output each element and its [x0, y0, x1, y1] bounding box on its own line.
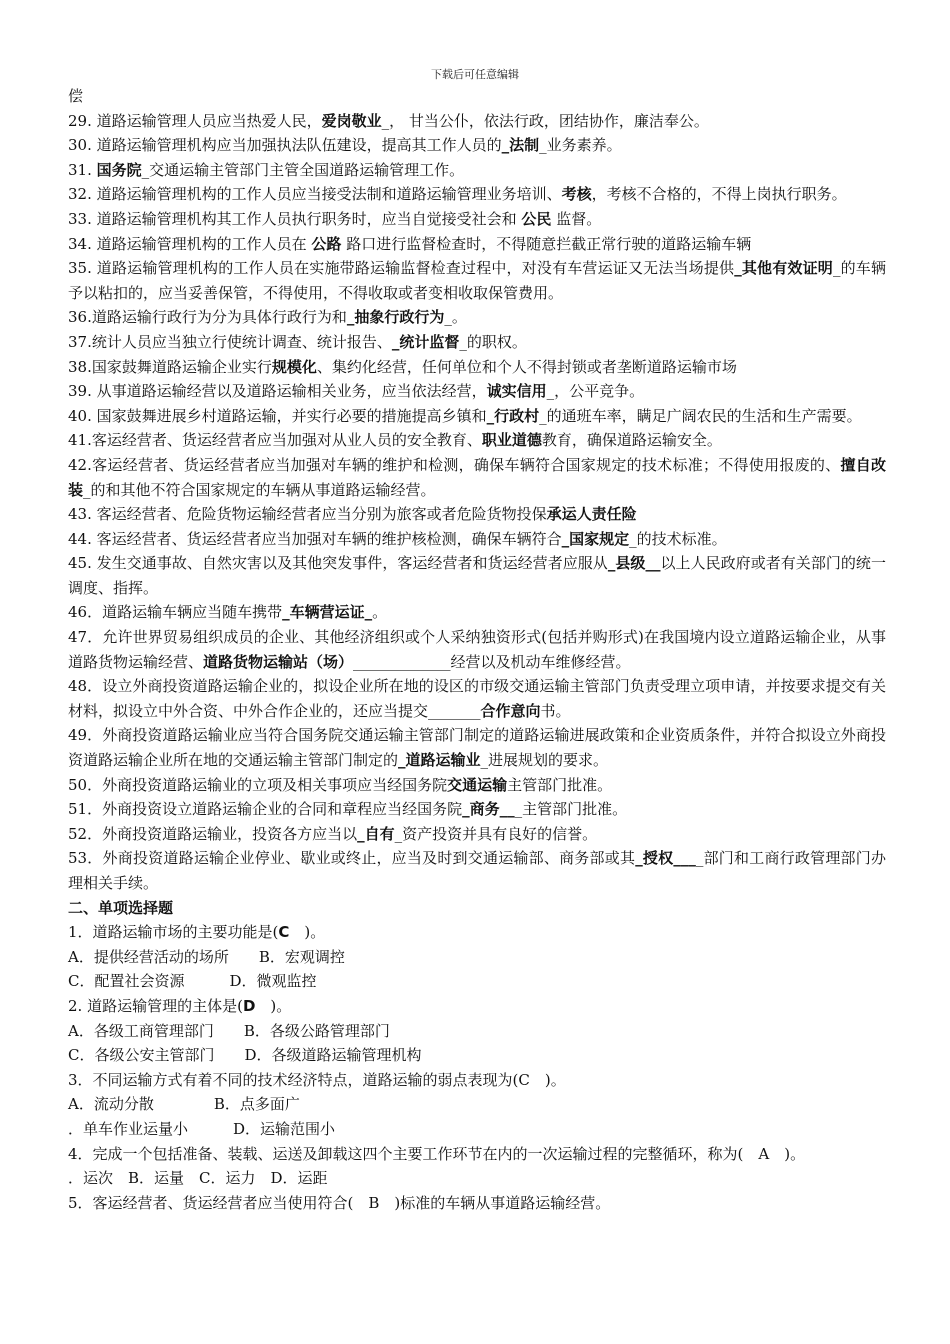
line-text: 48．设立外商投资道路运输企业的，拟设企业所在地的设区的市级交通运输主管部门负责受理立项申请，并按要求提交有关材料，拟设立中外合资、中外合作企业的，还应当提交_______: [68, 677, 886, 720]
line-text: 44. 客运经营者、货运经营者应当加强对车辆的维护核检测，确保车辆符合: [68, 529, 562, 548]
options-line: [68, 969, 886, 994]
line-text: 42.客运经营者、货运经营者应当加强对车辆的维护和检测，确保车辆符合国家规定的技术标准；不得使用报废的、: [68, 455, 841, 474]
line-text: 52．外商投资道路运输业，投资各方应当以: [68, 824, 358, 843]
answer-text: _抽象行政行为: [346, 308, 445, 327]
line-text: 29. 道路运输管理人员应当热爱人民，: [68, 111, 322, 130]
line-text: 35. 道路运输管理机构的工作人员在实施带路运输监督检查过程中，对没有车营运证又无法当场提供: [68, 259, 735, 278]
question-line: [68, 330, 886, 355]
line-text: _的车辆予以粘扣的，应当妥善保管，不得使用，不得收取或者变相收取保管费用。: [68, 259, 886, 302]
question-line: [68, 1068, 886, 1093]
answer-text: _授权___: [635, 849, 696, 868]
answer-text: _道路运输业: [398, 751, 481, 770]
line-text: 5．客运经营者、货运经营者应当使用符合( B )标准的车辆从事道路运输经营。: [68, 1193, 611, 1212]
answer-text: 职业道德: [481, 431, 542, 450]
line-text: 1．道路运输市场的主要功能是(: [68, 923, 279, 942]
line-text: 51．外商投资设立道路运输企业的合同和章程应当经国务院: [68, 800, 463, 819]
line-text: ．运次 B．运量 C．运力 D．运距: [68, 1169, 328, 1188]
answer-text: 合作意向: [480, 701, 541, 720]
line-text: 教育，确保道路运输安全。: [541, 431, 722, 450]
question-line: [68, 305, 886, 330]
section-heading: [68, 896, 886, 921]
answer-text: _商务__: [462, 800, 515, 819]
line-text: 49．外商投资道路运输业应当符合国务院交通运输主管部门制定的道路运输进展政策和企业资质条件，并符合拟设立外商投资道路运输企业所在地的交通运输主管部门制定的: [68, 726, 886, 770]
line-text: 。: [372, 603, 388, 622]
options-line: [68, 1043, 886, 1068]
line-text: 38.国家鼓舞道路运输企业实行: [68, 357, 272, 376]
line-text: 30. 道路运输管理机构应当加强执法队伍建设，提高其工作人员的: [68, 136, 502, 155]
line-text: )。: [289, 923, 326, 942]
line-text: 32. 道路运输管理机构的工作人员应当接受法制和道路运输管理业务培训、: [68, 185, 562, 204]
line-text: )。: [255, 996, 292, 1015]
question-line: [68, 1142, 886, 1167]
answer-text: 道路货物运输站（场）: [203, 652, 354, 671]
question-line: [68, 256, 886, 305]
answer-text: _车辆营运证_: [282, 603, 373, 622]
line-text: 37.统计人员应当独立行使统计调查、统计报告、: [68, 332, 392, 351]
options-line: [68, 1019, 886, 1044]
question-line: [68, 355, 886, 380]
answer-text: _自有: [357, 824, 395, 843]
line-text: A．各级工商管理部门 B．各级公路管理部门: [68, 1021, 390, 1040]
line-text: 2. 道路运输管理的主体是(: [68, 996, 243, 1015]
options-line: [68, 1117, 886, 1142]
line-text: ，考核不合格的，不得上岗执行职务。: [591, 185, 847, 204]
question-line: [68, 551, 886, 600]
line-text: _的技术标准。: [629, 529, 727, 548]
line-text: 53．外商投资道路运输企业停业、歇业或终止，应当及时到交通运输部、商务部或其: [68, 849, 636, 868]
question-line: [68, 674, 886, 723]
options-line: [68, 1166, 886, 1191]
line-text: A．提供经营活动的场所 B．宏观调控: [68, 947, 345, 966]
answer-text: 诚实信用: [486, 382, 547, 401]
options-line: [68, 945, 886, 970]
line-text: 以上人民政府或者有关部门的统一调度、指挥。: [68, 554, 886, 597]
question-line: [68, 822, 886, 847]
question-line: [68, 527, 886, 552]
question-line: [68, 920, 886, 945]
line-text: C．各级公安主管部门 D．各级道路运输管理机构: [68, 1046, 422, 1065]
answer-text: _国家规定: [561, 529, 630, 548]
line-text: _进展规划的要求。: [480, 751, 609, 770]
options-line: [68, 1092, 886, 1117]
question-line: [68, 723, 886, 772]
question-line: [68, 428, 886, 453]
answer-text: _其他有效证明: [734, 259, 833, 278]
question-line: [68, 109, 886, 134]
question-line: [68, 453, 886, 502]
answer-text: 承运人责任险: [546, 505, 637, 524]
line-text: 45. 发生交通事故、自然灾害以及其他突发事件，客运经营者和货运经营者应服从: [68, 554, 608, 573]
question-line: [68, 158, 886, 183]
line-text: _的职权。: [459, 332, 527, 351]
answer-text: D: [242, 996, 256, 1015]
line-text: 偿: [68, 87, 84, 105]
answer-text: 擅自改装: [68, 455, 886, 499]
line-text: _。: [444, 308, 467, 327]
line-text: _业务素养。: [539, 136, 622, 155]
question-line: [68, 797, 886, 822]
question-line: [68, 379, 886, 404]
question-line: [68, 600, 886, 625]
line-text: 47．允许世界贸易组织成员的企业、其他经济组织或个人采纳独资形式(包括并购形式)在我国境内设立道路运输企业，从事道路货物运输经营、: [68, 628, 886, 671]
line-text: _主管部门批准。: [514, 800, 628, 819]
answer-text: 规模化: [271, 357, 317, 376]
line-text: 二、单项选择题: [68, 898, 174, 917]
answer-text: 公路: [311, 234, 342, 253]
question-line: [68, 846, 886, 895]
line-text: 39. 从事道路运输经营以及道路运输相关业务，应当依法经营，: [68, 382, 487, 401]
answer-text: _法制: [501, 136, 540, 155]
line-text: 50．外商投资道路运输业的立项及相关事项应当经国务院: [68, 775, 448, 794]
answer-text: _县级__: [607, 554, 661, 573]
question-line: [68, 773, 886, 798]
line-text: _部门和工商行政管理部门办理相关手续。: [68, 849, 886, 892]
line-text: 监督。: [551, 209, 602, 228]
question-line: [68, 232, 886, 257]
line-text: 40. 国家鼓舞进展乡村道路运输，并实行必要的措施提高乡镇和: [68, 406, 487, 425]
answer-text: 爱岗敬业: [321, 111, 382, 130]
page-header: 下载后可任意编辑: [431, 68, 519, 81]
line-text: 46．道路运输车辆应当随车携带: [68, 603, 283, 622]
question-line: [68, 404, 886, 429]
question-line: [68, 207, 886, 232]
line-text: 36.道路运输行政行为分为具体行政行为和: [68, 308, 347, 327]
answer-text: _统计监督: [391, 332, 460, 351]
line-text: 33. 道路运输管理机构其工作人员执行职务时，应当自觉接受社会和: [68, 209, 522, 228]
line-text: _交通运输主管部门主管全国道路运输管理工作。: [141, 160, 465, 179]
line-text: _，公平竞争。: [546, 382, 645, 401]
line-text: 路口进行监督检查时，不得随意拦截正常行驶的道路运输车辆: [341, 234, 752, 253]
line-text: ．单车作业运量小 D．运输范围小: [68, 1119, 336, 1138]
answer-text: C: [278, 923, 290, 942]
line-text: 41.客运经营者、货运经营者应当加强对从业人员的安全教育、: [68, 431, 482, 450]
question-line: [68, 502, 886, 527]
line-text: 4．完成一个包括准备、装载、运送及卸载这四个主要工作环节在内的一次运输过程的完整循环，称为( A )。: [68, 1144, 806, 1163]
question-line: [68, 133, 886, 158]
line-text: A．流动分散 B．点多面广: [68, 1095, 300, 1114]
answer-text: _行政村: [486, 406, 540, 425]
question-line: [68, 1191, 886, 1216]
question-line: [68, 84, 886, 109]
answer-text: 考核: [561, 185, 592, 204]
question-line: [68, 994, 886, 1019]
line-text: _， 甘当公仆，依法行政，团结协作，廉洁奉公。: [381, 111, 709, 130]
question-line: [68, 182, 886, 207]
line-text: 43. 客运经营者、危险货物运输经营者应当分别为旅客或者危险货物投保: [68, 505, 547, 524]
document-body: [68, 84, 886, 1215]
line-text: 、集约化经营，任何单位和个人不得封锁或者垄断道路运输市场: [316, 357, 737, 376]
line-text: _的通班车率，瞒足广阔农民的生活和生产需要。: [539, 406, 862, 425]
line-text: _资产投资并具有良好的信誉。: [394, 824, 598, 843]
line-text: 31.: [68, 160, 97, 179]
line-text: 34. 道路运输管理机构的工作人员在: [68, 234, 312, 253]
line-text: C．配置社会资源 D．微观监控: [68, 972, 317, 991]
line-text: 3．不同运输方式有着不同的技术经济特点，道路运输的弱点表现为(C )。: [68, 1070, 566, 1089]
line-text: _____________经营以及机动车维修经营。: [353, 652, 631, 671]
line-text: 主管部门批准。: [507, 775, 613, 794]
line-text: _的和其他不符合国家规定的车辆从事道路运输经营。: [83, 480, 436, 499]
answer-text: 公民: [521, 209, 552, 228]
line-text: 书。: [540, 701, 571, 720]
question-line: [68, 625, 886, 674]
answer-text: 国务院: [96, 160, 142, 179]
answer-text: 交通运输: [447, 775, 508, 794]
